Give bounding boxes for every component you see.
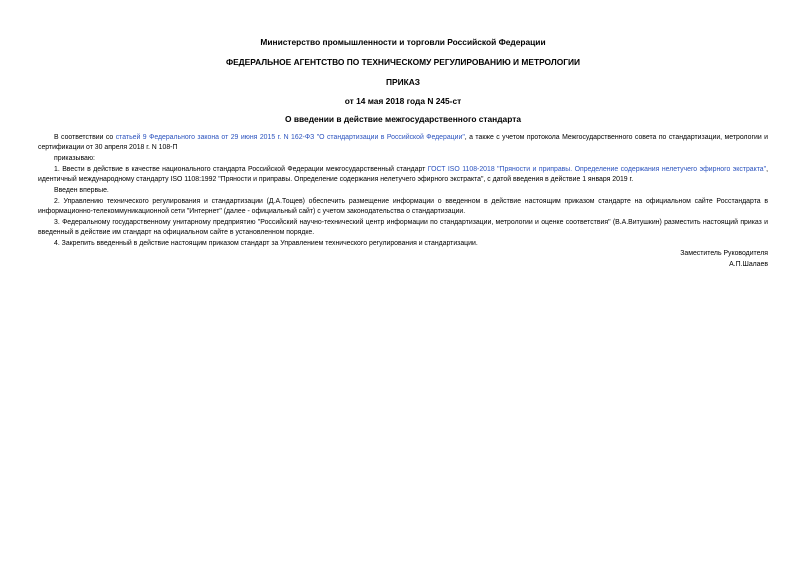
preamble-prefix: В соответствии со (54, 134, 116, 141)
item-4-paragraph: 4. Закрепить введенный в действие настоящим приказом стандарт за Управлением технического регулирования и стандартизации. (54, 240, 478, 247)
subject-heading: О введении в действие межгосударственного стандарта (285, 114, 521, 124)
signatory-position: Заместитель Руководителя (680, 250, 768, 257)
ministry-heading: Министерство промышленности и торговли Российской Федерации (260, 37, 546, 47)
preamble-suffix: , а также с учетом протокола Межгосударственного совета по стандартизации, метрологии и сертификации от 30 апреля 2018 г. N 108-П (38, 134, 768, 151)
introduced-note: Введен впервые. (54, 187, 109, 194)
federal-law-link[interactable]: статьей 9 Федерального закона от 29 июня 2015 г. N 162-ФЗ "О стандартизации в Российской Федерации" (115, 134, 465, 141)
item-2-paragraph: 2. Управлению технического регулирования и стандартизации (Д.А.Тощев) обеспечить размещение информации о введенном в действие настоящим приказом стандарте на официальном сайте Росстандарта в информационно-телекоммуникационной сети "Интернет" (далее - официальный сайт) с учетом законодательства о стандартизации. (38, 198, 768, 215)
signatory-name: А.П.Шалаев (729, 261, 768, 268)
order-word: приказываю: (54, 155, 95, 162)
agency-heading: ФЕДЕРАЛЬНОЕ АГЕНТСТВО ПО ТЕХНИЧЕСКОМУ РЕГУЛИРОВАНИЮ И МЕТРОЛОГИИ (225, 57, 581, 67)
document-body (38, 133, 768, 250)
document-type-heading: ПРИКАЗ (385, 77, 421, 87)
item-1-suffix: , идентичный международному стандарту ISO 1108:1992 "Пряности и приправы. Определение содержания нелетучего эфирного экстракта", с датой введения в действие 1 января 2019 г. (38, 166, 768, 183)
date-number-heading: от 14 мая 2018 года N 245-ст (344, 96, 462, 106)
item-3-paragraph: 3. Федеральному государственному унитарному предприятию "Российский научно-технический центр информации по стандартизации, метрологии и оценке соответствия" (В.А.Витушкин) разместить настоящий приказ и введенный в действие им стандарт на официальном сайте в установленном порядке. (38, 219, 768, 236)
item-1-paragraph (38, 165, 768, 185)
gost-standard-link[interactable]: ГОСТ ISO 1108-2018 "Пряности и приправы. Определение содержания нелетучего эфирного экстракта" (427, 166, 767, 173)
preamble-paragraph (38, 133, 768, 153)
item-1-prefix: 1. Ввести в действие в качестве национального стандарта Российской Федерации межгосударственный стандарт (54, 166, 428, 173)
